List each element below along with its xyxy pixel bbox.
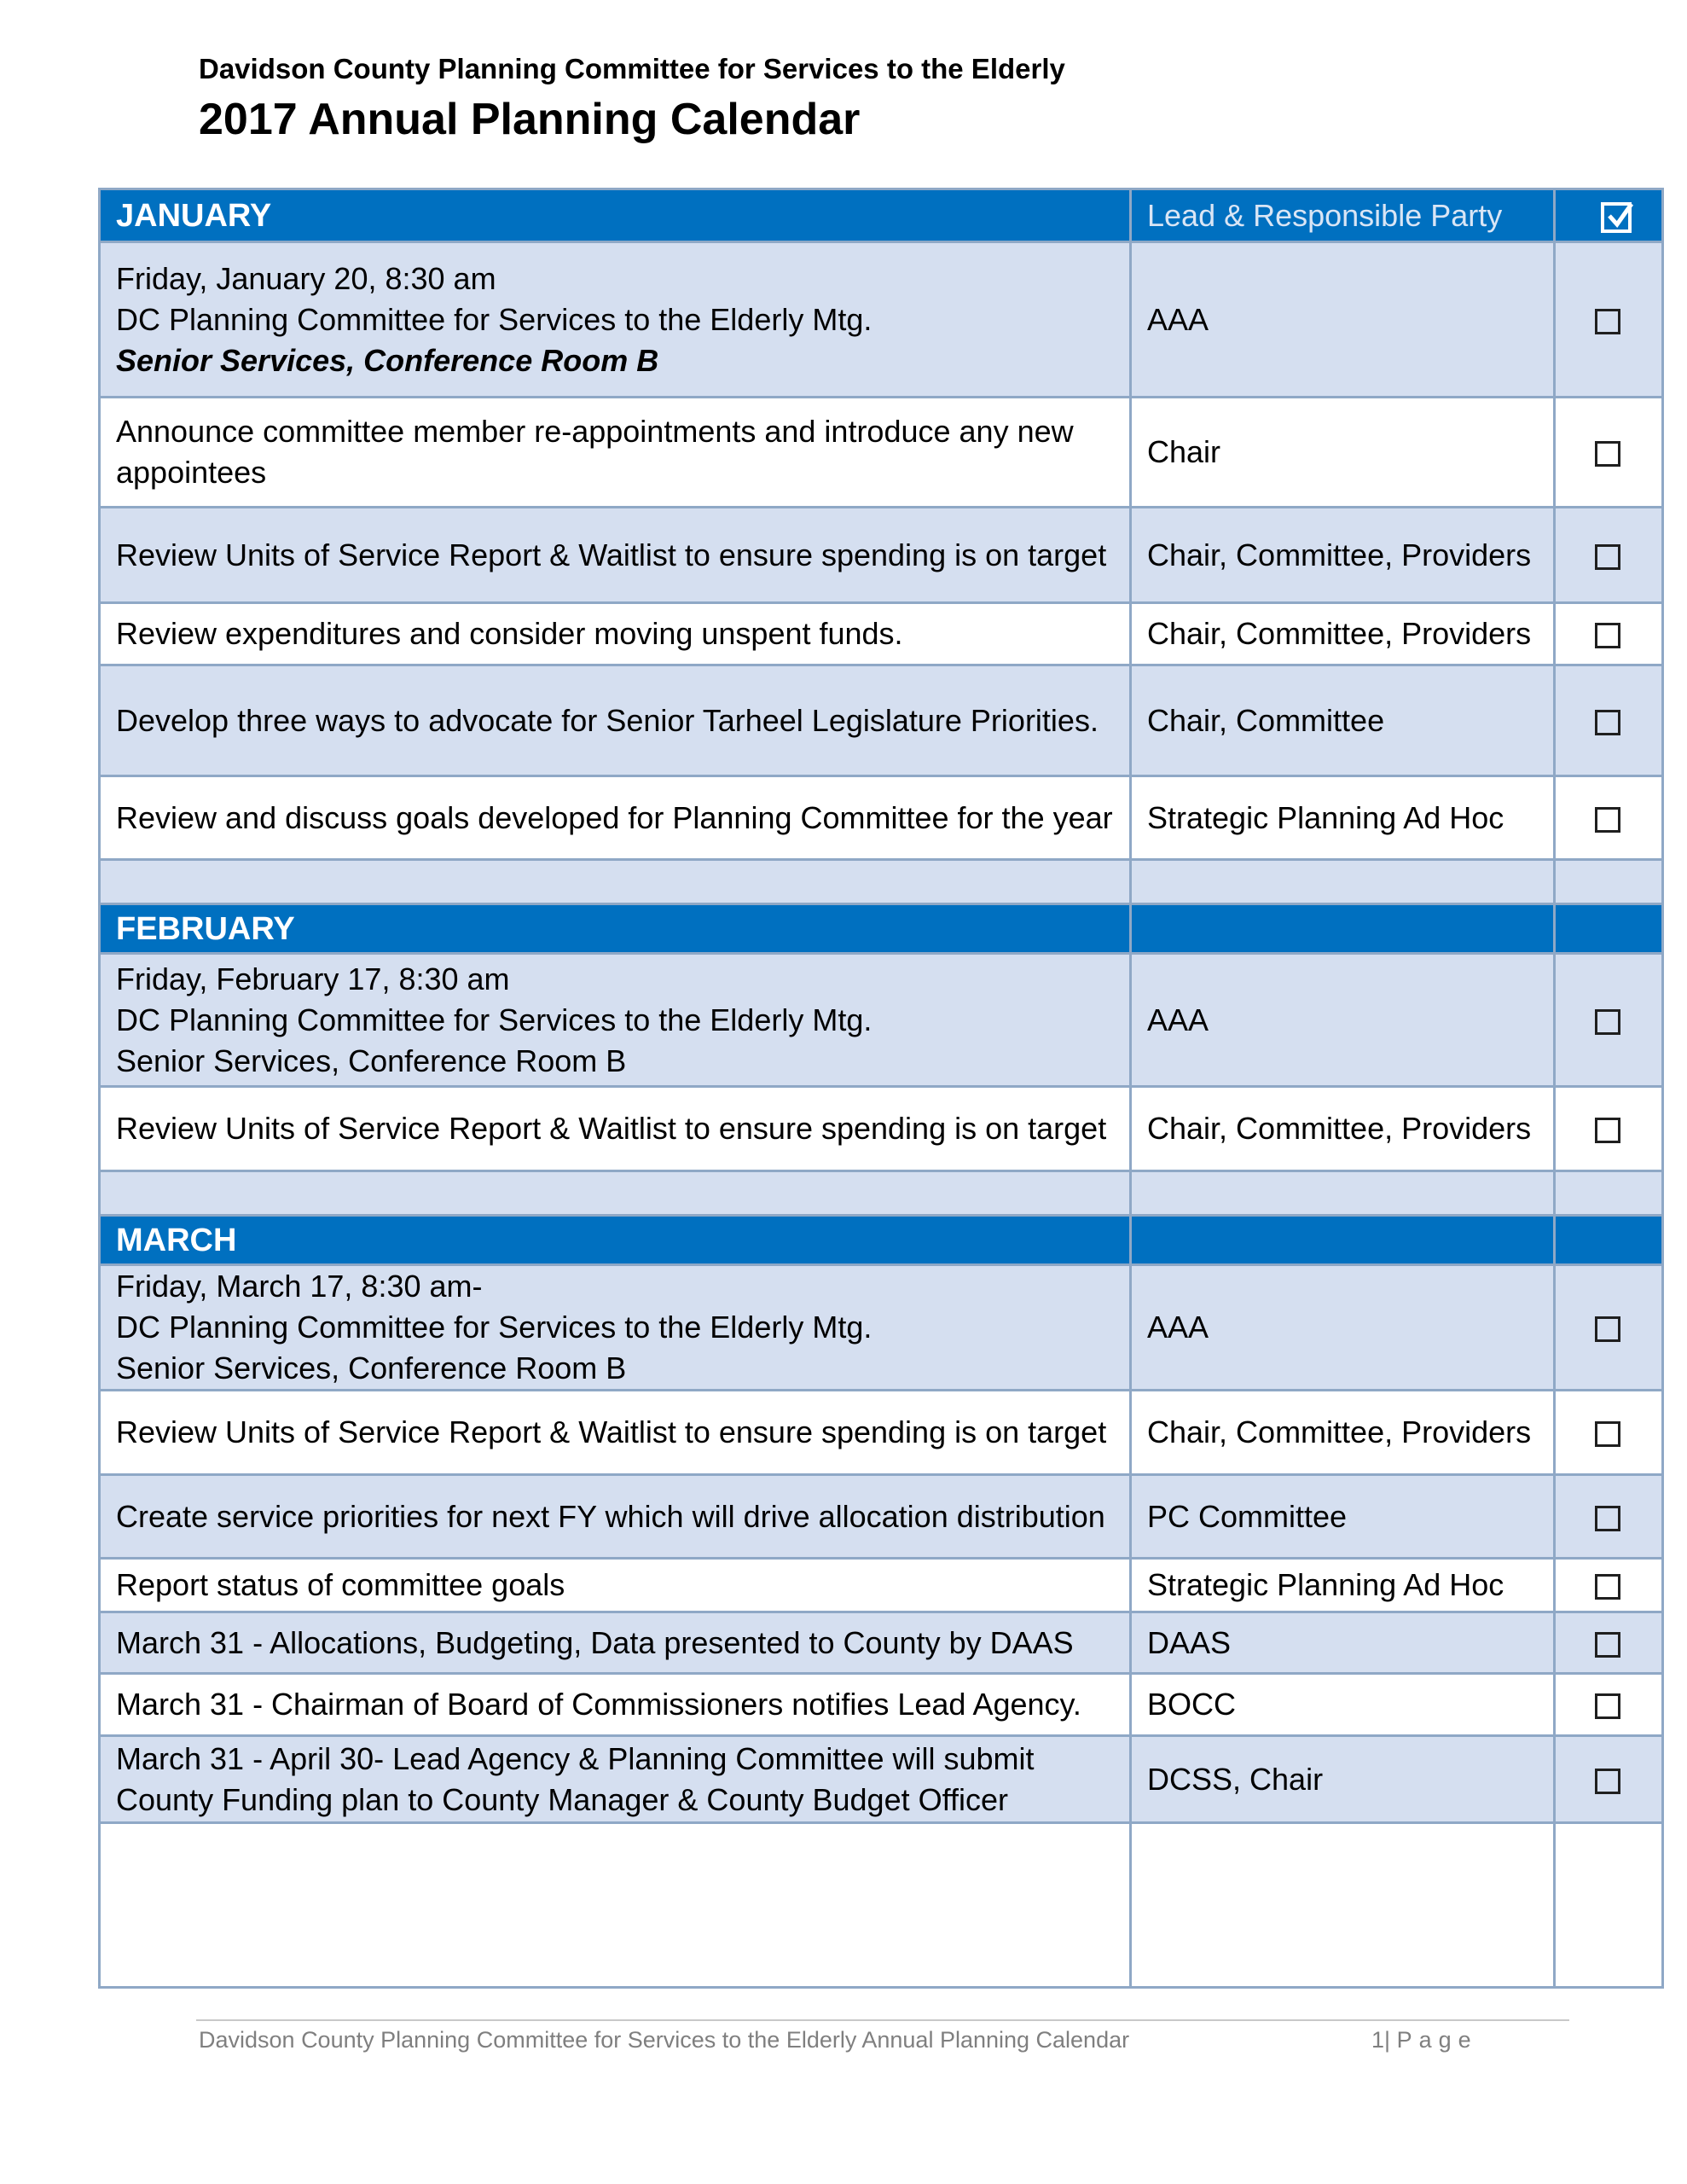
lead-cell: AAA <box>1131 1265 1555 1391</box>
task-cell: Review Units of Service Report & Waitlist to ensure spending is on target <box>100 508 1131 603</box>
lead-cell: Chair, Committee, Providers <box>1131 508 1555 603</box>
check-cell <box>1555 1087 1663 1171</box>
task-cell: Review Units of Service Report & Waitlist to ensure spending is on target <box>100 1391 1131 1475</box>
check-cell <box>1555 665 1663 776</box>
lead-column-header: Lead & Responsible Party <box>1131 189 1555 242</box>
check-cell <box>1555 1391 1663 1475</box>
table-row <box>100 665 1663 776</box>
spacer-row <box>100 1171 1663 1216</box>
checkbox-icon[interactable] <box>1595 1769 1620 1794</box>
checkbox-icon[interactable] <box>1595 1118 1620 1143</box>
checkbox-icon[interactable] <box>1595 623 1620 648</box>
checkbox-icon[interactable] <box>1595 1693 1620 1719</box>
calendar-table <box>98 188 1664 1989</box>
table-row <box>100 1475 1663 1559</box>
lead-cell: Chair, Committee, Providers <box>1131 1391 1555 1475</box>
checked-box-icon <box>1601 202 1632 233</box>
page-title: 2017 Annual Planning Calendar <box>199 95 861 144</box>
meeting-location: Senior Services, Conference Room B <box>116 1350 627 1385</box>
task-cell: Review Units of Service Report & Waitlist to ensure spending is on target <box>100 1087 1131 1171</box>
table-row <box>100 1612 1663 1674</box>
checkbox-icon[interactable] <box>1595 544 1620 570</box>
table-row <box>100 1674 1663 1736</box>
table-row <box>100 603 1663 665</box>
page-label: Page <box>1396 2027 1478 2053</box>
lead-cell: BOCC <box>1131 1674 1555 1736</box>
lead-cell: Strategic Planning Ad Hoc <box>1131 1559 1555 1612</box>
table-row <box>100 1087 1663 1171</box>
lead-cell: DAAS <box>1131 1612 1555 1674</box>
checkbox-icon[interactable] <box>1595 1506 1620 1531</box>
check-cell <box>1555 1475 1663 1559</box>
lead-cell: AAA <box>1131 954 1555 1087</box>
table-row <box>100 508 1663 603</box>
check-cell <box>1555 508 1663 603</box>
task-cell: March 31 - April 30- Lead Agency & Planning Committee will submit County Funding plan to County Manager & County Budget Officer <box>100 1736 1131 1823</box>
lead-cell: Strategic Planning Ad Hoc <box>1131 776 1555 860</box>
page-number-value: 1 <box>1371 2027 1385 2053</box>
check-cell <box>1555 242 1663 398</box>
lead-cell: AAA <box>1131 242 1555 398</box>
task-cell: Develop three ways to advocate for Senior Tarheel Legislature Priorities. <box>100 665 1131 776</box>
task-cell: Create service priorities for next FY which will drive allocation distribution <box>100 1475 1131 1559</box>
meeting-name: DC Planning Committee for Services to the Elderly Mtg. <box>116 301 872 337</box>
checkbox-icon[interactable] <box>1595 1574 1620 1600</box>
table-row <box>100 398 1663 508</box>
page-separator: | <box>1384 2027 1391 2053</box>
table-row <box>100 1736 1663 1823</box>
task-cell: Announce committee member re-appointments and introduce any new appointees <box>100 398 1131 508</box>
lead-cell: Chair <box>1131 398 1555 508</box>
footer-text: Davidson County Planning Committee for Services to the Elderly Annual Planning Calendar <box>199 2027 1130 2053</box>
table-row <box>100 242 1663 398</box>
task-cell: Report status of committee goals <box>100 1559 1131 1612</box>
check-cell <box>1555 603 1663 665</box>
lead-cell: Chair, Committee <box>1131 665 1555 776</box>
task-cell <box>100 242 1131 398</box>
table-row <box>100 954 1663 1087</box>
check-cell <box>1555 1674 1663 1736</box>
page-number <box>1371 2027 1478 2053</box>
month-name: MARCH <box>100 1216 1131 1265</box>
meeting-location: Senior Services, Conference Room B <box>116 1043 627 1078</box>
check-column-header <box>1555 189 1663 242</box>
table-row <box>100 1391 1663 1475</box>
task-cell: March 31 - Allocations, Budgeting, Data presented to County by DAAS <box>100 1612 1131 1674</box>
empty-row <box>100 1823 1663 1988</box>
check-cell <box>1555 1559 1663 1612</box>
month-name: JANUARY <box>100 189 1131 242</box>
spacer-row <box>100 860 1663 904</box>
meeting-date: Friday, January 20, 8:30 am <box>116 260 496 296</box>
footer-divider <box>196 2019 1569 2021</box>
checkbox-icon[interactable] <box>1595 1009 1620 1035</box>
checkbox-icon[interactable] <box>1595 1316 1620 1342</box>
table-row <box>100 776 1663 860</box>
check-cell <box>1555 1612 1663 1674</box>
lead-cell: Chair, Committee, Providers <box>1131 1087 1555 1171</box>
meeting-date: Friday, March 17, 8:30 am- <box>116 1269 483 1304</box>
month-header-february <box>100 904 1663 954</box>
meeting-date: Friday, February 17, 8:30 am <box>116 961 510 996</box>
task-cell <box>100 1265 1131 1391</box>
lead-cell: PC Committee <box>1131 1475 1555 1559</box>
organization-name: Davidson County Planning Committee for Services to the Elderly <box>199 53 1065 84</box>
meeting-name: DC Planning Committee for Services to the Elderly Mtg. <box>116 1310 872 1345</box>
task-cell: Review expenditures and consider moving unspent funds. <box>100 603 1131 665</box>
meeting-name: DC Planning Committee for Services to the Elderly Mtg. <box>116 1002 872 1037</box>
check-cell <box>1555 398 1663 508</box>
check-cell <box>1555 1265 1663 1391</box>
check-cell <box>1555 1736 1663 1823</box>
checkbox-icon[interactable] <box>1595 1421 1620 1447</box>
task-cell <box>100 954 1131 1087</box>
meeting-location: Senior Services, Conference Room B <box>116 342 659 378</box>
checkbox-icon[interactable] <box>1595 710 1620 735</box>
month-name: FEBRUARY <box>100 904 1131 954</box>
check-cell <box>1555 954 1663 1087</box>
task-cell: March 31 - Chairman of Board of Commissioners notifies Lead Agency. <box>100 1674 1131 1736</box>
month-header-january <box>100 189 1663 242</box>
checkbox-icon[interactable] <box>1595 807 1620 833</box>
lead-cell: Chair, Committee, Providers <box>1131 603 1555 665</box>
task-cell: Review and discuss goals developed for Planning Committee for the year <box>100 776 1131 860</box>
month-header-march <box>100 1216 1663 1265</box>
checkbox-icon[interactable] <box>1595 1632 1620 1658</box>
table-row <box>100 1559 1663 1612</box>
lead-cell: DCSS, Chair <box>1131 1736 1555 1823</box>
checkbox-icon[interactable] <box>1595 309 1620 334</box>
checkbox-icon[interactable] <box>1595 441 1620 467</box>
check-cell <box>1555 776 1663 860</box>
table-row <box>100 1265 1663 1391</box>
